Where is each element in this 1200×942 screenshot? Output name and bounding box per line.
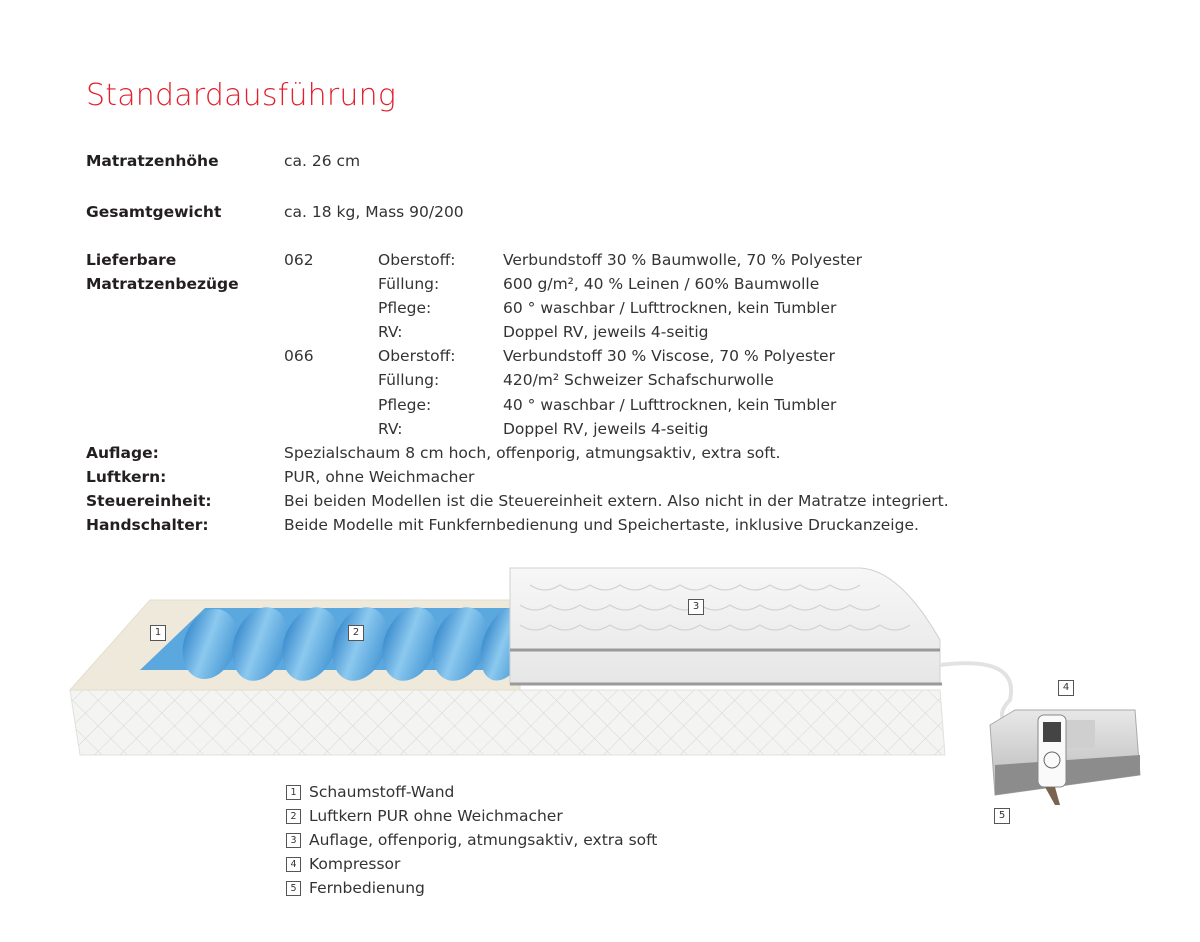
cover-key: RV: [378, 323, 403, 341]
cover-code: 066 [284, 347, 314, 365]
cover-value: 600 g/m², 40 % Leinen / 60% Baumwolle [503, 275, 820, 293]
cover-value: Doppel RV, jeweils 4-seitig [503, 323, 709, 341]
callout-2: 2 [348, 625, 364, 641]
callout-3: 3 [688, 599, 704, 615]
remote-control [1038, 715, 1066, 805]
cover-value: Verbundstoff 30 % Baumwolle, 70 % Polyester [503, 251, 863, 269]
cover-key: RV: [378, 420, 403, 438]
covers-label-line1: Lieferbare [86, 251, 177, 269]
legend-number: 3 [286, 833, 301, 848]
cover-key: Füllung: [378, 371, 440, 389]
legend-number: 4 [286, 857, 301, 872]
height-value: ca. 26 cm [284, 152, 361, 170]
callout-4: 4 [1058, 680, 1074, 696]
luftkern-value: PUR, ohne Weichmacher [284, 468, 475, 486]
callout-5: 5 [994, 808, 1010, 824]
legend-number: 5 [286, 881, 301, 896]
cover-value: 60 ° waschbar / Lufttrocknen, kein Tumbler [503, 299, 837, 317]
height-label: Matratzenhöhe [86, 152, 219, 170]
callout-1: 1 [150, 625, 166, 641]
page-title: Standardausführung [86, 78, 397, 113]
auflage-value: Spezialschaum 8 cm hoch, offenporig, atmungsaktiv, extra soft. [284, 444, 781, 462]
legend-text: Fernbedienung [309, 879, 425, 897]
legend-text: Auflage, offenporig, atmungsaktiv, extra soft [309, 831, 658, 849]
cover-code: 062 [284, 251, 314, 269]
steuereinheit-value: Bei beiden Modellen ist die Steuereinheit extern. Also nicht in der Matratze integriert. [284, 492, 949, 510]
legend-number: 1 [286, 785, 301, 800]
legend-text: Luftkern PUR ohne Weichmacher [309, 807, 563, 825]
luftkern-label: Luftkern: [86, 468, 167, 486]
cover-key: Pflege: [378, 299, 432, 317]
handschalter-value: Beide Modelle mit Funkfernbedienung und Speichertaste, inklusive Druckanzeige. [284, 516, 919, 534]
cover-value: 420/m² Schweizer Schafschurwolle [503, 371, 774, 389]
cover-key: Füllung: [378, 275, 440, 293]
mattress-illustration [60, 560, 1160, 820]
handschalter-label: Handschalter: [86, 516, 209, 534]
cover-value: Doppel RV, jeweils 4-seitig [503, 420, 709, 438]
covers-label-line2: Matratzenbezüge [86, 275, 239, 293]
auflage-label: Auflage: [86, 444, 159, 462]
legend-text: Schaumstoff-Wand [309, 783, 455, 801]
legend-number: 2 [286, 809, 301, 824]
steuereinheit-label: Steuereinheit: [86, 492, 212, 510]
weight-value: ca. 18 kg, Mass 90/200 [284, 203, 464, 221]
cover-key: Oberstoff: [378, 251, 456, 269]
cover-key: Oberstoff: [378, 347, 456, 365]
legend-text: Kompressor [309, 855, 401, 873]
weight-label: Gesamtgewicht [86, 203, 222, 221]
cover-value: 40 ° waschbar / Lufttrocknen, kein Tumbler [503, 396, 837, 414]
cover-key: Pflege: [378, 396, 432, 414]
cover-value: Verbundstoff 30 % Viscose, 70 % Polyester [503, 347, 835, 365]
